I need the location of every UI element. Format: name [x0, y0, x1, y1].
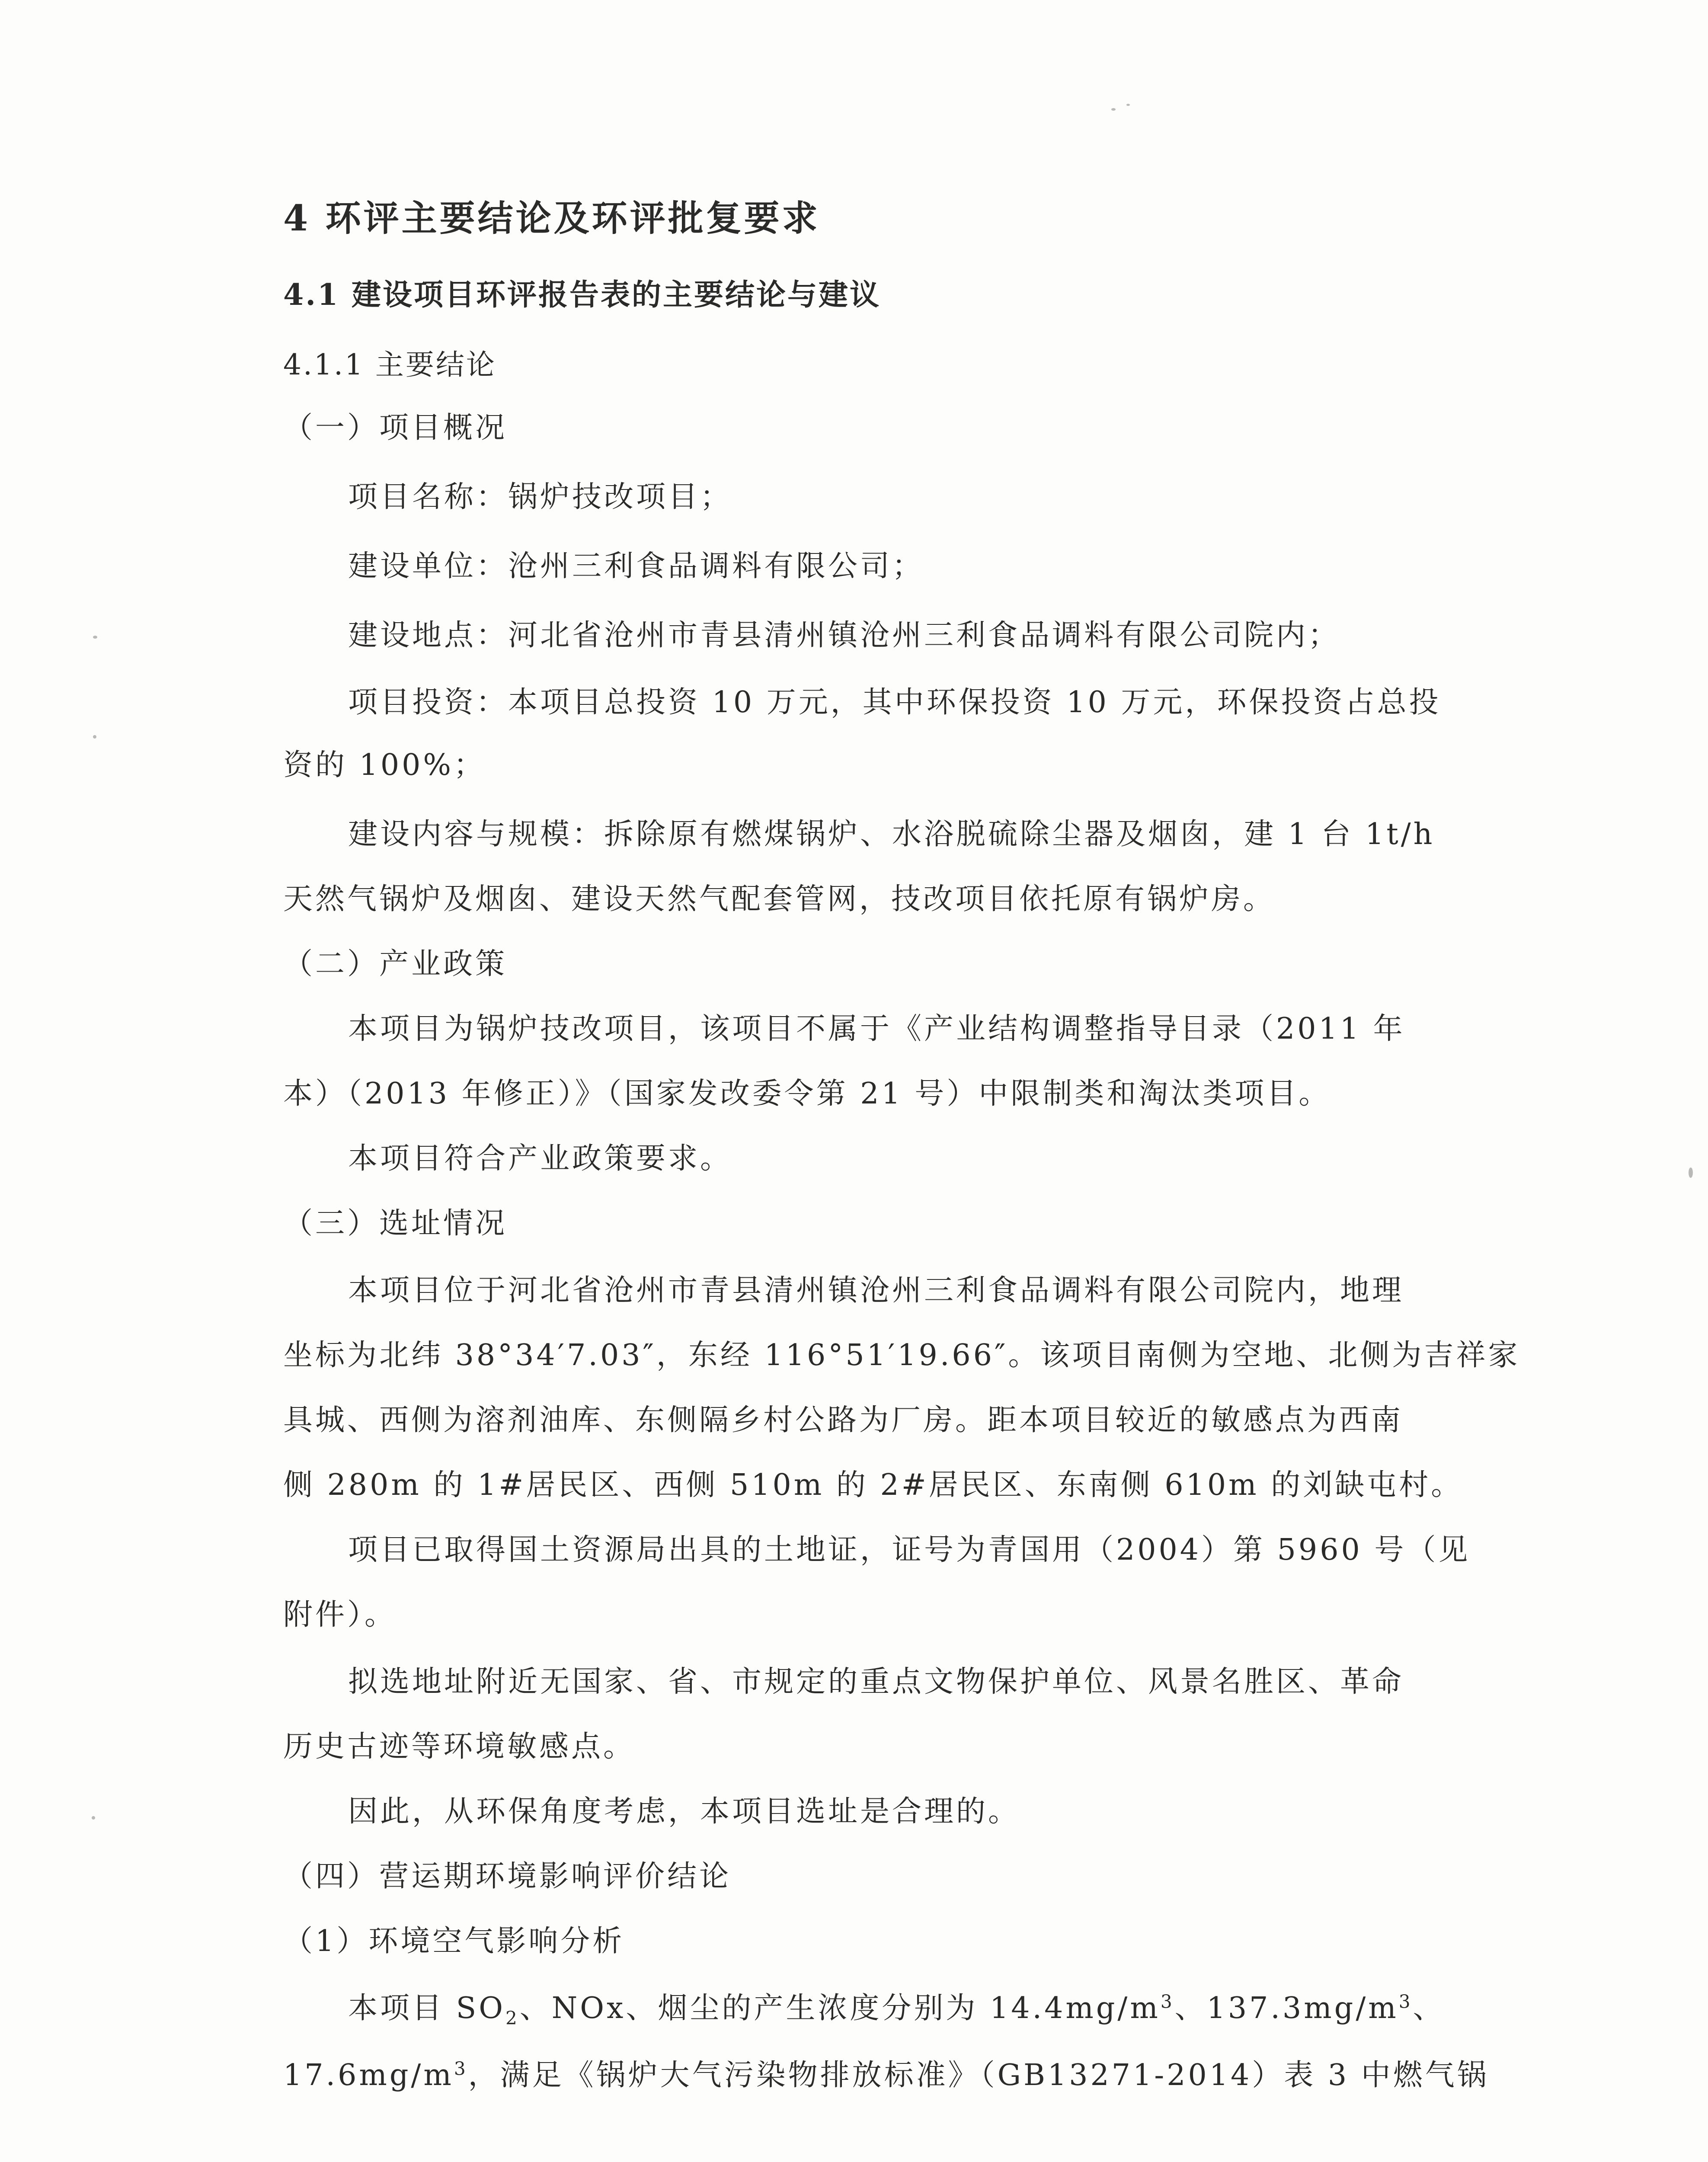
section-heading: 4.1 建设项目环评报告表的主要结论与建议 [283, 278, 881, 312]
paragraph-line: 建设内容与规模：拆除原有燃煤锅炉、水浴脱硫除尘器及烟囱，建 1 台 1t/h [348, 817, 1435, 851]
paragraph-line: （四）营运期环境影响评价结论 [283, 1859, 732, 1893]
paragraph-line: （一）项目概况 [283, 411, 508, 445]
scan-speck [93, 735, 96, 739]
paragraph-line: 本项目为锅炉技改项目，该项目不属于《产业结构调整指导目录（2011 年 [348, 1012, 1405, 1046]
superscript: 3 [1398, 1991, 1413, 2012]
superscript: 3 [1160, 1991, 1175, 2012]
paragraph-line: 历史古迹等环境敏感点。 [283, 1730, 636, 1764]
paragraph-line: 因此，从环保角度考虑，本项目选址是合理的。 [348, 1794, 1020, 1829]
paragraph-line: 本项目位于河北省沧州市青县清州镇沧州三利食品调料有限公司院内，地理 [348, 1273, 1404, 1308]
paragraph-line: 天然气锅炉及烟囱、建设天然气配套管网，技改项目依托原有锅炉房。 [283, 882, 1276, 916]
scan-speck [1126, 104, 1130, 106]
paragraph-line: （三）选址情况 [283, 1206, 508, 1241]
scan-speck [1111, 108, 1116, 111]
paragraph-line: 本）（2013 年修正）》（国家发改委令第 21 号）中限制类和淘汰类项目。 [283, 1077, 1331, 1111]
paragraph-line: 坐标为北纬 38°34′7.03″，东经 116°51′19.66″。该项目南侧为空地、北侧为吉祥家 [283, 1338, 1520, 1372]
text-run: 、 [1413, 1991, 1445, 2025]
paragraph-line: 拟选地址附近无国家、省、市规定的重点文物保护单位、风景名胜区、革命 [348, 1665, 1404, 1699]
text-run: 、NOx、烟尘的产生浓度分别为 14.4mg/m [519, 1991, 1161, 2025]
subscript: 2 [505, 2007, 520, 2029]
paragraph-line: 附件）。 [283, 1598, 397, 1632]
paragraph-line: 项目投资：本项目总投资 10 万元，其中环保投资 10 万元，环保投资占总投 [348, 685, 1441, 720]
paragraph-line: 本项目符合产业政策要求。 [348, 1142, 732, 1176]
paragraph-line: 建设地点：河北省沧州市青县清州镇沧州三利食品调料有限公司院内； [348, 618, 1340, 652]
text-run: ，满足《锅炉大气污染物排放标准》（GB13271-2014）表 3 中燃气锅 [468, 2058, 1489, 2092]
text-run: 、137.3mg/m [1174, 1991, 1399, 2025]
scan-speck [1689, 1167, 1693, 1178]
paragraph-line: 侧 280m 的 1#居民区、西侧 510m 的 2#居民区、东南侧 610m 的刘缺屯村。 [283, 1468, 1463, 1502]
chapter-heading: 4 环评主要结论及环评批复要求 [283, 198, 820, 239]
air-quality-line-1 [348, 1985, 1445, 2029]
scan-speck [92, 1816, 95, 1820]
paragraph-line: 建设单位：沧州三利食品调料有限公司； [348, 549, 924, 583]
air-quality-line-2 [283, 2052, 1489, 2094]
paragraph-line: 具城、西侧为溶剂油库、东侧隔乡村公路为厂房。距本项目较近的敏感点为西南 [283, 1403, 1404, 1437]
paragraph-line: （二）产业政策 [283, 947, 508, 981]
scan-speck [93, 636, 97, 639]
subsection-heading: 4.1.1 主要结论 [283, 348, 496, 381]
text-run: 本项目 SO [348, 1991, 505, 2025]
paragraph-line: 项目名称：锅炉技改项目； [348, 480, 732, 514]
paragraph-line: 资的 100%； [283, 748, 486, 782]
text-run: 17.6mg/m [283, 2058, 454, 2092]
paragraph-line: （1）环境空气影响分析 [283, 1924, 625, 1958]
paragraph-line: 项目已取得国土资源局出具的土地证，证号为青国用（2004）第 5960 号（见 [348, 1533, 1471, 1567]
superscript: 3 [454, 2058, 468, 2079]
